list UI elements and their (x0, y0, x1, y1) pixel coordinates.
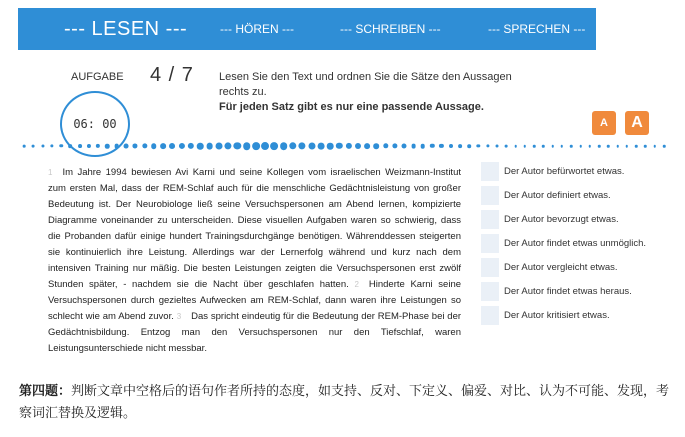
progress-dot (59, 144, 62, 147)
timer-value: 06: 00 (73, 117, 117, 131)
progress-dot (23, 145, 26, 148)
progress-dot (346, 143, 352, 149)
drag-handle[interactable] (481, 186, 499, 205)
option-item[interactable] (481, 282, 632, 301)
option-label: Der Autor befürwortet etwas. (504, 166, 625, 177)
tab-sprechen[interactable]: --- SPRECHEN --- (488, 22, 586, 36)
option-label: Der Autor kritisiert etwas. (504, 310, 610, 321)
drag-handle[interactable] (481, 306, 499, 325)
progress-dot (421, 144, 426, 149)
text-segment-1: Im Jahre 1994 bewiesen Avi Karni und seine Kollegen vom israelischen Weizmann-Institut zum ersten Mal, dass der REM-Schlaf auch für die menschliche Gedächtnisleistung von großer Bedeutung ist. Der Neurobiologe ließ seine Versuchspersonen am Abend lernen, kompizierte Diagramme voneinander zu unterscheiden. Diese visuellen Aufgaben waren so schwierig, dass die Probanden dafür einige hundert Trainingsdurchgänge benötigen. Währenddessen steigerten sie kontinuierlich ihre Leistung. Allerdings war der Lernerfolg während und kurz nach dem intensiven Training nur mäßig. Die besten Leistungen zeigten die Versuchspersonen erst zwölf Stunden später, - nachdem sie die Nacht über geschlafen hatten. (48, 167, 461, 290)
progress-dot (179, 143, 185, 149)
progress-dot (160, 143, 166, 149)
task-instructions (219, 70, 519, 115)
task-label: AUFGABE (71, 71, 124, 83)
progress-dot (439, 144, 443, 148)
progress-dot (430, 144, 434, 148)
progress-dot (477, 144, 480, 147)
progress-dot (616, 145, 619, 148)
progress-dot (505, 145, 508, 148)
progress-dot (133, 143, 138, 148)
progress-dot (486, 144, 489, 147)
progress-dot (411, 144, 416, 149)
option-item[interactable] (481, 186, 611, 205)
progress-dot (87, 144, 91, 148)
option-label: Der Autor findet etwas heraus. (504, 286, 632, 297)
progress-dot (261, 142, 269, 150)
progress-dot (151, 143, 157, 149)
progress-dot (644, 145, 647, 148)
progress-dot (169, 143, 175, 149)
drag-handle[interactable] (481, 258, 499, 277)
instruction-bold-text: Für jeden Satz gibt es nur eine passende Aussage. (219, 101, 484, 113)
progress-dot (69, 144, 73, 148)
progress-dot (374, 143, 380, 149)
progress-dot (392, 143, 397, 148)
progress-dot (124, 144, 129, 149)
progress-dots (20, 141, 668, 151)
reading-text (48, 165, 461, 357)
progress-dot (626, 145, 629, 148)
progress-dot (142, 143, 147, 148)
progress-dot (299, 142, 306, 149)
progress-dot (607, 145, 610, 148)
progress-dot (402, 144, 407, 149)
progress-dot (579, 145, 582, 148)
progress-dot (551, 145, 554, 148)
progress-dot (243, 142, 251, 150)
gap-marker-3[interactable]: 3 (176, 312, 182, 321)
question-caption (19, 380, 674, 424)
progress-dot (105, 144, 110, 149)
option-label: Der Autor findet etwas unmöglich. (504, 238, 647, 249)
progress-dot (234, 142, 241, 149)
progress-dot (355, 143, 361, 149)
option-label: Der Autor bevorzugt etwas. (504, 214, 619, 225)
progress-dot (78, 144, 82, 148)
font-size-small-button[interactable]: A (592, 111, 616, 135)
progress-dot (336, 143, 342, 149)
drag-handle[interactable] (481, 162, 499, 181)
option-item[interactable] (481, 306, 610, 325)
section-nav-bar (18, 8, 596, 50)
task-counter: 4 / 7 (150, 64, 194, 86)
option-item[interactable] (481, 210, 619, 229)
progress-dot (327, 143, 334, 150)
progress-dot (224, 142, 231, 149)
progress-dot (570, 145, 573, 148)
progress-dot (589, 145, 592, 148)
gap-marker-2[interactable]: 2 (354, 280, 359, 289)
option-label: Der Autor vergleicht etwas. (504, 262, 618, 273)
progress-dot (197, 143, 204, 150)
gap-marker-1[interactable]: 1 (48, 168, 53, 177)
caption-text: 判断文章中空格后的语句作者所持的态度，如支持、反对、下定义、偏爱、对比、认为不可能、发现，考察词汇替换及逻辑。 (19, 383, 670, 420)
progress-dot (317, 143, 324, 150)
progress-dot (50, 144, 53, 147)
progress-dot (533, 145, 536, 148)
tab-hoeren[interactable]: --- HÖREN --- (220, 22, 294, 36)
progress-dot (271, 142, 279, 150)
progress-dot (635, 145, 638, 148)
progress-dot (215, 143, 222, 150)
progress-dot (252, 142, 260, 150)
text-segment-3: Das spricht eindeutig für die Bedeutung der REM-Phase bei der Gedächtnisbildung. Entzog man den Versuchspersonen nur den Tiefschlaf, waren Leistungsunterschiede nicht messbar. (48, 311, 462, 354)
progress-dot (663, 145, 666, 148)
progress-dot (496, 145, 499, 148)
option-label: Der Autor definiert etwas. (504, 190, 611, 201)
progress-dot (41, 144, 44, 147)
progress-dot (561, 145, 564, 148)
progress-dot (308, 142, 315, 149)
drag-handle[interactable] (481, 234, 499, 253)
option-item[interactable] (481, 258, 618, 277)
option-item[interactable] (481, 234, 646, 253)
progress-dot (458, 144, 462, 148)
progress-dot (383, 143, 388, 148)
caption-heading: 第四题： (19, 383, 72, 398)
progress-dot (653, 145, 656, 148)
font-size-large-button[interactable]: A (625, 111, 649, 135)
text-segment-2: Hinderte Karni seine Versuchspersonen durch gezieltes Aufwecken am REM-Schlaf, dann waren ihre Leistungen so schlecht wie am Abend zuvor. (48, 279, 462, 322)
progress-dot (542, 145, 545, 148)
tab-lesen[interactable]: --- LESEN --- (64, 17, 188, 40)
progress-dot (289, 142, 296, 149)
progress-dot (524, 145, 527, 148)
instruction-text: Lesen Sie den Text und ordnen Sie die Sätze den Aussagen rechts zu. (219, 71, 512, 98)
option-item[interactable] (481, 162, 624, 181)
progress-dot (364, 143, 370, 149)
progress-dot (96, 144, 100, 148)
progress-dot (598, 145, 601, 148)
progress-dot (280, 142, 288, 150)
progress-dot (467, 144, 471, 148)
progress-dot (206, 143, 213, 150)
progress-dot (114, 144, 119, 149)
progress-dot (188, 143, 194, 149)
progress-dot (449, 144, 453, 148)
drag-handle[interactable] (481, 210, 499, 229)
progress-dot (514, 145, 517, 148)
tab-schreiben[interactable]: --- SCHREIBEN --- (340, 22, 441, 36)
drag-handle[interactable] (481, 282, 499, 301)
progress-dot (32, 145, 35, 148)
